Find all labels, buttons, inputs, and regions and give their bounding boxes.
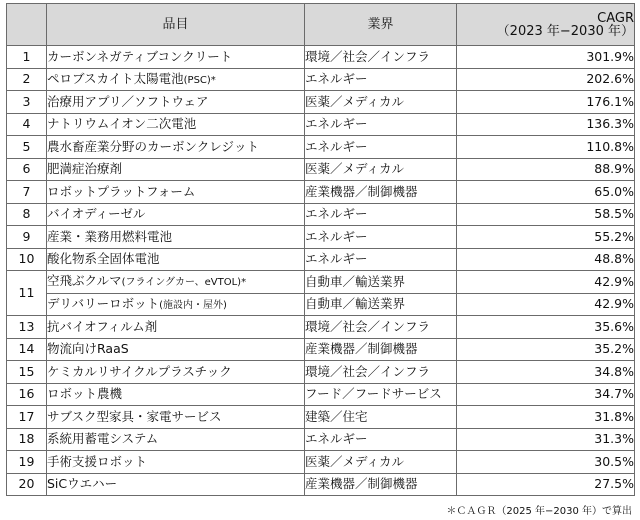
cagr-cell: 35.2% — [457, 338, 635, 361]
table-row — [7, 383, 635, 406]
item-cell — [47, 473, 305, 496]
rank-cell: 8 — [7, 203, 47, 226]
table-row — [7, 428, 635, 451]
rank-cell: 18 — [7, 428, 47, 451]
industry-cell: 自動車／輸送業界 — [305, 271, 457, 294]
rank-cell: 16 — [7, 383, 47, 406]
rank-header — [7, 4, 47, 46]
table-row — [7, 406, 635, 429]
item-name: 治療用アプリ／ソフトウェア — [47, 93, 209, 109]
item-cell — [47, 203, 305, 226]
rank-cell: 19 — [7, 451, 47, 474]
item-note: (施設内・屋外) — [159, 299, 227, 311]
item-name: ロボット農機 — [47, 386, 123, 401]
item-name: SiCウエハー — [47, 476, 118, 491]
industry-cell: 医薬／メディカル — [305, 91, 457, 114]
cagr-cell: 301.9% — [457, 46, 635, 69]
cagr-cell: 42.9% — [457, 271, 635, 294]
industry-cell: フード／フードサービス — [305, 383, 457, 406]
item-cell — [47, 316, 305, 339]
industry-cell: 建築／住宅 — [305, 406, 457, 429]
table-row — [7, 293, 635, 316]
item-note: (フライングカー、eVTOL)* — [121, 277, 247, 289]
cagr-cell: 48.8% — [457, 248, 635, 271]
item-cell — [47, 406, 305, 429]
item-cell — [47, 91, 305, 114]
rank-cell: 4 — [7, 113, 47, 136]
item-cell — [47, 451, 305, 474]
item-cell — [47, 136, 305, 159]
item-note: (PSC)* — [183, 74, 216, 86]
table-row — [7, 91, 635, 114]
cagr-header-line2: （2023 年−2030 年） — [496, 23, 634, 39]
industry-cell: エネルギー — [305, 428, 457, 451]
table-row — [7, 136, 635, 159]
industry-cell: エネルギー — [305, 136, 457, 159]
industry-cell: 産業機器／制御機器 — [305, 473, 457, 496]
item-cell — [47, 46, 305, 69]
table-row — [7, 316, 635, 339]
item-name: 手術支援ロボット — [47, 453, 148, 469]
item-name: 空飛ぶクルマ — [47, 273, 122, 289]
table-row — [7, 361, 635, 384]
item-cell — [47, 158, 305, 181]
table-row — [7, 451, 635, 474]
rank-cell: 10 — [7, 248, 47, 271]
item-name: ケミカルリサイクルプラスチック — [47, 363, 232, 379]
item-cell — [47, 428, 305, 451]
cagr-cell: 31.3% — [457, 428, 635, 451]
cagr-cell: 176.1% — [457, 91, 635, 114]
item-cell — [47, 113, 305, 136]
table-row — [7, 248, 635, 271]
item-name: ナトリウムイオン二次電池 — [47, 116, 197, 131]
header-row — [7, 4, 635, 46]
table-body — [7, 46, 635, 496]
footnote: ＊ＣＡＧＲ（2025 年−2030 年）で算出 — [446, 506, 632, 517]
rank-cell: 14 — [7, 338, 47, 361]
industry-cell: 医薬／メディカル — [305, 451, 457, 474]
rank-cell: 20 — [7, 473, 47, 496]
item-name: カーボンネガティブコンクリート — [47, 48, 233, 64]
cagr-cell: 202.6% — [457, 68, 635, 91]
rank-cell: 11 — [7, 271, 47, 316]
cagr-cell: 35.6% — [457, 316, 635, 339]
cagr-cell: 27.5% — [457, 473, 635, 496]
item-name: 産業・業務用燃料電池 — [47, 228, 173, 244]
table-row — [7, 271, 635, 294]
industry-cell: 環境／社会／インフラ — [305, 361, 457, 384]
item-name: ロボットプラットフォーム — [47, 183, 196, 199]
rank-cell: 7 — [7, 181, 47, 204]
item-cell — [47, 383, 305, 406]
industry-header: 業界 — [305, 4, 457, 46]
industry-cell: エネルギー — [305, 226, 457, 249]
cagr-cell: 55.2% — [457, 226, 635, 249]
table-row — [7, 226, 635, 249]
cagr-ranking-table — [6, 3, 635, 496]
industry-cell: エネルギー — [305, 113, 457, 136]
item-name: 系統用蓄電システム — [47, 431, 159, 446]
rank-cell: 9 — [7, 226, 47, 249]
item-cell — [47, 181, 305, 204]
item-name: 酸化物系全固体電池 — [47, 251, 160, 266]
cagr-cell: 34.8% — [457, 361, 635, 384]
cagr-cell: 110.8% — [457, 136, 635, 159]
table-row — [7, 473, 635, 496]
rank-cell: 2 — [7, 68, 47, 91]
industry-cell: エネルギー — [305, 68, 457, 91]
cagr-cell: 65.0% — [457, 181, 635, 204]
item-cell — [47, 361, 305, 384]
table-row — [7, 113, 635, 136]
cagr-cell: 31.8% — [457, 406, 635, 429]
item-name: 農水畜産業分野のカーボンクレジット — [47, 138, 259, 154]
table-row — [7, 46, 635, 69]
item-name: ペロブスカイト太陽電池 — [47, 70, 184, 86]
industry-cell: 環境／社会／インフラ — [305, 316, 457, 339]
cagr-cell: 34.7% — [457, 383, 635, 406]
industry-cell: 環境／社会／インフラ — [305, 46, 457, 69]
cagr-header — [457, 4, 635, 46]
table-row — [7, 338, 635, 361]
industry-cell: 医薬／メディカル — [305, 158, 457, 181]
item-name: デリバリーロボット — [47, 295, 160, 311]
item-name: 肥満症治療剤 — [47, 161, 123, 176]
item-name: 抗バイオフィルム剤 — [47, 318, 158, 334]
rank-cell: 3 — [7, 91, 47, 114]
cagr-cell: 136.3% — [457, 113, 635, 136]
table-row — [7, 158, 635, 181]
cagr-header-line1: CAGR — [597, 10, 634, 26]
rank-cell: 13 — [7, 316, 47, 339]
cagr-cell: 88.9% — [457, 158, 635, 181]
cagr-cell: 30.5% — [457, 451, 635, 474]
item-cell — [47, 293, 305, 316]
table-row — [7, 68, 635, 91]
industry-cell: エネルギー — [305, 203, 457, 226]
cagr-cell: 58.5% — [457, 203, 635, 226]
rank-cell: 17 — [7, 406, 47, 429]
rank-cell: 15 — [7, 361, 47, 384]
item-cell — [47, 68, 305, 91]
item-cell — [47, 226, 305, 249]
industry-cell: 自動車／輸送業界 — [305, 293, 457, 316]
table-row — [7, 203, 635, 226]
cagr-cell: 42.9% — [457, 293, 635, 316]
industry-cell: エネルギー — [305, 248, 457, 271]
industry-cell: 産業機器／制御機器 — [305, 181, 457, 204]
item-name: サブスク型家具・家電サービス — [47, 408, 222, 424]
industry-cell: 産業機器／制御機器 — [305, 338, 457, 361]
item-cell — [47, 248, 305, 271]
item-cell — [47, 271, 305, 294]
table-row — [7, 181, 635, 204]
item-cell — [47, 338, 305, 361]
item-name: バイオディーゼル — [47, 206, 146, 221]
rank-cell: 6 — [7, 158, 47, 181]
item-name: 物流向けRaaS — [47, 341, 129, 356]
rank-cell: 1 — [7, 46, 47, 69]
rank-cell: 5 — [7, 136, 47, 159]
item-header: 品目 — [47, 4, 305, 46]
